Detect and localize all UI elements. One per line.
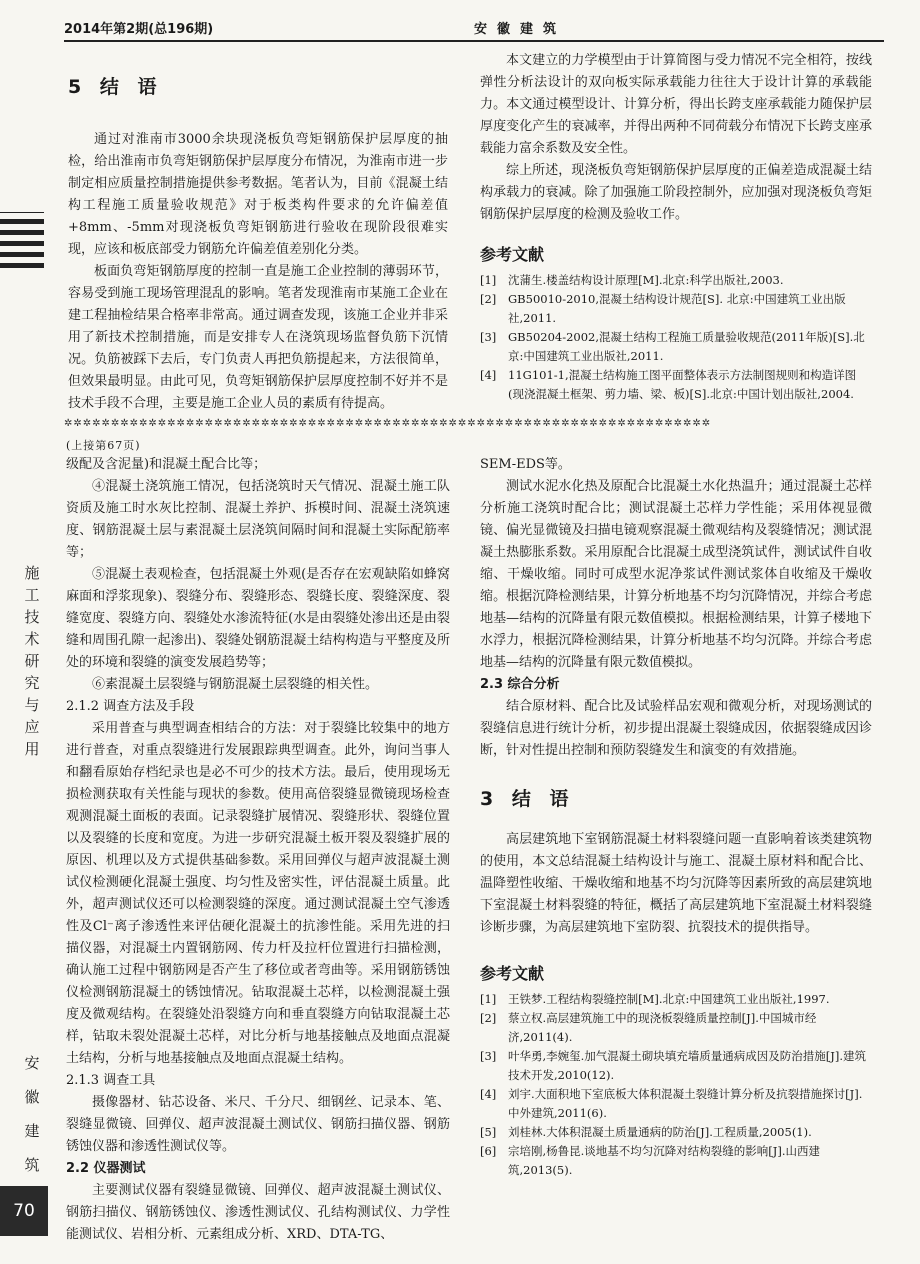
paragraph: 综上所述，现浇板负弯矩钢筋保护层厚度的正偏差造成混凝土结构承载力的衰减。除了加强施工阶段控制外，应加强对现浇板负弯矩钢筋保护层厚度的检测及验收工作。 — [480, 163, 872, 222]
paragraph: 通过对淮南市3000余块现浇板负弯矩钢筋保护层厚度的抽检，给出淮南市负弯矩钢筋保护层厚度分布情况，为淮南市进一步制定相应质量控制措施提供参考数据。笔者认为，目前《混凝土结构工程施工质量验收规范》对于板类构件要求的允许偏差值+8mm、-5mm对现浇板负弯矩钢筋进行验收在现阶段很难实现，应该和板底部受力钢筋允许偏差值差别化分类。 — [68, 132, 448, 257]
top-left-column — [68, 72, 448, 415]
reference-item: [2] 蔡立权.高层建筑施工中的现浇板裂缝质量控制[J].中国城市经济,2011(4). — [480, 1011, 817, 1044]
reference-item: [1] 王铁梦.工程结构裂缝控制[M].北京:中国建筑工业出版社,1997. — [480, 992, 830, 1006]
section-title-conclusion: 3 结 语 — [480, 788, 575, 810]
subsection-heading: 2.1.3 调查工具 — [66, 1073, 156, 1088]
paragraph: 本文建立的力学模型由于计算简图与受力情况不完全相符，按线弹性分析法设计的双向板实际承载能力往往大于设计计算的承载能力。本文通过模型设计、计算分析，得出长跨支座承载能力随保护层厚度变化产生的衰减率，并得出两种不同荷载分布情况下长跨支座承载能力富余系数及安全性。 — [480, 53, 872, 156]
references-title: 参考文献 — [480, 245, 545, 264]
paragraph: 主要测试仪器有裂缝显微镜、回弹仪、超声波混凝土测试仪、钢筋扫描仪、钢筋锈蚀仪、渗透性测试仪、孔结构测试仪、力学性能测试仪、岩相分析、元素组成分析、XRD、DTA-TG、 — [66, 1183, 450, 1242]
top-right-column — [480, 50, 872, 404]
bottom-right-column — [480, 454, 872, 1180]
sidebar-column-name: 施工技术研究与应用 — [24, 564, 40, 758]
running-header — [64, 14, 884, 42]
reference-item: [6] 宗培刚,杨鲁昆.谈地基不均匀沉降对结构裂缝的影响[J].山西建筑,2013(5). — [480, 1144, 821, 1177]
page-number: 70 — [0, 1186, 48, 1236]
paragraph: 摄像器材、钻芯设备、米尺、千分尺、细钢丝、记录本、笔、裂缝显微镜、回弹仪、超声波混凝土测试仪、钢筋扫描仪器、钢筋锈蚀仪器和渗透性测试仪等。 — [66, 1095, 450, 1154]
paragraph: 测试水泥水化热及原配合比混凝土水化热温升；通过混凝土芯样分析施工浇筑时配合比；测试混凝土芯样力学性能；采用体视显微镜、偏光显微镜及扫描电镜观察混凝土微观结构及裂缝情况；测试混凝土热膨胀系数。采用原配合比混凝土成型浇筑试件，测试试件自收缩、干燥收缩。同时可成型水泥净浆试件测试浆体自收缩及干燥收缩。根据沉降检测结果，计算分析地基不均匀沉降情况，并综合考虑地基—结构的沉降量有限元数值模拟。根据检测结果，计算子楼地下水浮力，根据沉降检测结果，计算分析地基不均匀沉降。并综合考虑地基—结构的沉降量有限元数值模拟。 — [480, 479, 872, 670]
reference-item: [4] 刘宇.大面积地下室底板大体积混凝土裂缝计算分析及抗裂措施探讨[J].中外建筑,2011(6). — [480, 1087, 863, 1120]
journal-name: 安徽建筑 — [474, 22, 567, 37]
paragraph: 板面负弯矩钢筋厚度的控制一直是施工企业控制的薄弱环节，容易受到施工现场管理混乱的影响。笔者发现淮南市某施工企业在建工程抽检结果合格率非常高。通过调查发现，该施工企业并非采用了新技术控制措施，而是安排专人在浇筑现场监督负筋下沉情况。负筋被踩下去后，专门负责人再把负筋提起来，方法很简单，但效果最明显。由此可见，负弯矩钢筋保护层厚度控制不好并不是技术手段不合理，主要是施工企业人员的素质有待提高。 — [68, 264, 448, 411]
reference-item: [1] 沈蒲生.楼盖结构设计原理[M].北京:科学出版社,2003. — [480, 273, 784, 287]
reference-item: [2] GB50010-2010,混凝土结构设计规范[S]. 北京:中国建筑工业出版社,2011. — [480, 292, 846, 325]
paragraph: 结合原材料、配合比及试验样品宏观和微观分析，对现场测试的裂缝信息进行统计分析，初步提出混凝土裂缝成因，依据裂缝成因诊断，针对性提出控制和预防裂缝发生和演变的有效措施。 — [480, 699, 872, 758]
sidebar-block-mark — [0, 212, 44, 268]
issue-info: 2014年第2期(总196期) — [64, 22, 214, 37]
paragraph: 高层建筑地下室钢筋混凝土材料裂缝问题一直影响着该类建筑物的使用，本文总结混凝土结构设计与施工、混凝土原材料和配合比、温降塑性收缩、干燥收缩和地基不均匀沉降等因素所致的高层建筑地下室混凝土材料裂缝的特征，概括了高层建筑地下室混凝土材料裂缝诊断步骤，为高层建筑地下室防裂、抗裂技术的提供指导。 — [480, 832, 872, 935]
paragraph: 采用普查与典型调查相结合的方法：对于裂缝比较集中的地方进行普查，对重点裂缝进行发展跟踪典型调查。此外，询问当事人和翻看原始存档纪录也是必不可少的技术方法。最后，使用现场无损检测获取有关性能与现状的参数。使用高倍裂缝显微镜现场检查观测混凝土面板的表面。记录裂缝扩展情况、裂缝形状、裂缝位置以及裂缝的长度和宽度。为进一步研究混凝土板开裂及裂缝扩展的原因、机理以及方式提供基础参数。采用回弹仪与超声波混凝土测试仪检测硬化混凝土强度、均匀性及密实性，评估混凝土质量。此外，超声测试仪还可以检测裂缝的深度。通过测试混凝土空气渗透性及Cl⁻离子渗透性来评估硬化混凝土的抗渗性能。采用先进的扫描仪器，对混凝土内置钢筋网、传力杆及拉杆位置进行扫描检测，确认施工过程中钢筋网是否产生了移位或者弯曲等。采用钢筋锈蚀仪检测钢筋混凝土的锈蚀情况。钻取混凝土芯样，以检测混凝土强度及微观结构。在裂缝处沿裂缝方向和垂直裂缝方向钻取混凝土芯样，钻取未裂处混凝土芯样，对比分析与地基接触点及地面点混凝土结构，分析与地基接触点及地面点混凝土结构。 — [66, 721, 450, 1066]
reference-item: [3] GB50204-2002,混凝土结构工程施工质量验收规范(2011年版)[S].北京:中国建筑工业出版社,2011. — [480, 330, 865, 363]
reference-item: [5] 刘桂林.大体积混凝土质量通病的防治[J].工程质量,2005(1). — [480, 1125, 812, 1139]
paragraph: ⑥素混凝土层裂缝与钢筋混凝土层裂缝的相关性。 — [92, 677, 379, 692]
subsection-heading: 2.1.2 调查方法及手段 — [66, 699, 195, 714]
bottom-left-column — [66, 438, 450, 1246]
reference-item: [4] 11G101-1,混凝土结构施工图平面整体表示方法制图规则和构造详图(现浇混凝土框架、剪力墙、梁、板)[S].北京:中国计划出版社,2004. — [480, 368, 857, 401]
paragraph: ④混凝土浇筑施工情况，包括浇筑时天气情况、混凝土施工队资质及施工时水灰比控制、混凝土养护、拆模时间、混凝土浇筑速度、钢筋混凝土层与素混凝土层浇筑间隔时间和混凝土实际配筋率等； — [66, 479, 450, 560]
subsection-heading: 2.2 仪器测试 — [66, 1161, 146, 1176]
paragraph: ⑤混凝土表观检查，包括混凝土外观(是否存在宏观缺陷如蜂窝麻面和浮浆现象)、裂缝分布、裂缝形态、裂缝长度、裂缝深度、裂缝宽度、裂缝方向、裂缝处水渗流特征(水是由裂缝处渗出还是由裂缝和周围孔隙一起渗出)、裂缝处钢筋混凝土结构构造与平整度及所处的环境和裂缝的演变发展趋势等； — [66, 567, 450, 670]
references-title: 参考文献 — [480, 964, 545, 983]
subsection-heading: 2.3 综合分析 — [480, 677, 560, 692]
paragraph: 级配及含泥量)和混凝土配合比等； — [66, 457, 267, 472]
star-divider: ✲✲✲✲✲✲✲✲✲✲✲✲✲✲✲✲✲✲✲✲✲✲✲✲✲✲✲✲✲✲✲✲✲✲✲✲✲✲✲✲✲✲✲✲✲✲✲✲✲✲✲✲✲✲✲✲✲✲✲✲✲✲✲✲✲✲✲✲✲ — [64, 418, 712, 429]
continued-note: (上接第67页) — [66, 439, 141, 452]
sidebar-journal-name: 安徽建筑 — [24, 1054, 40, 1174]
section-title-conclusion: 5 结 语 — [68, 76, 163, 98]
paragraph: SEM-EDS等。 — [480, 457, 571, 472]
reference-item: [3] 叶华勇,李婉玺.加气混凝土砌块填充墙质量通病成因及防治措施[J].建筑技术开发,2010(12). — [480, 1049, 867, 1082]
